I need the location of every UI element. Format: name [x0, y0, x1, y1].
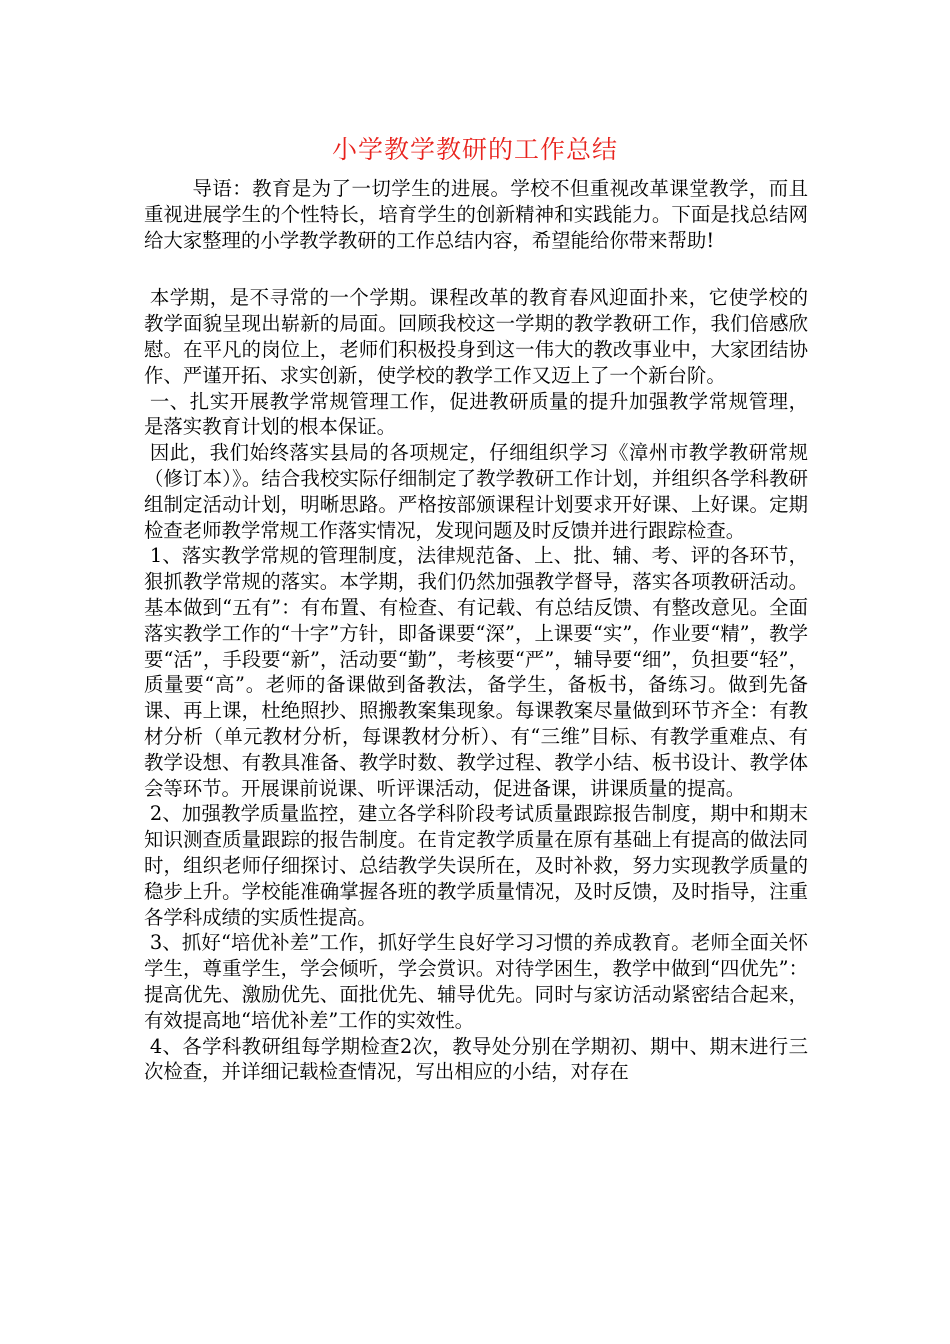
list-item-3: 3、抓好“培优补差”工作，抓好学生良好学习习惯的养成教育。老师全面关怀学生，尊重学生，学会倾听，学会赏识。对待学困生，教学中做到“四优先”：提高优先、激励优先、面批优先、辅导优先。同时与家访活动紧密结合起来，有效提高地“培优补差”工作的实效性。 — [144, 931, 808, 1032]
list-item-1: 1、落实教学常规的管理制度，法律规范备、上、批、辅、考、评的各环节，狠抓教学常规的落实。本学期，我们仍然加强教学督导，落实各项教研活动。基本做到“五有”：有布置、有检查、有记载、有总结反馈、有整改意见。全面落实教学工作的“十字”方针，即备课要“深”，上课要“实”，作业要“精”，教学要“活”，手段要“新”，活动要“勤”，考核要“严”，辅导要“细”，负担要“轻”，质量要“高”。老师的备课做到备教法，备学生，备板书，备练习。做到先备课、再上课，杜绝照抄、照搬教案集现象。每课教案尽量做到环节齐全：有教材分析（单元教材分析，每课教材分析）、有“三维”目标、有教学重难点、有教学设想、有教具准备、教学时数、教学过程、教学小结、板书设计、教学体会等环节。开展课前说课、听评课活动，促进备课，讲课质量的提高。 — [144, 544, 808, 800]
section-heading-1: 一、扎实开展教学常规管理工作，促进教研质量的提升加强教学常规管理，是落实教育计划的根本保证。 — [144, 389, 808, 439]
paragraph-spacer — [144, 253, 808, 285]
document-title: 小学教学教研的工作总结 — [331, 135, 618, 164]
body-paragraph: 本学期，是不寻常的一个学期。课程改革的教育春风迎面扑来，它使学校的教学面貌呈现出崭新的局面。回顾我校这一学期的教学教研工作，我们倍感欣慰。在平凡的岗位上，老师们积极投身到这一伟大的教改事业中，大家团结协作、严谨开拓、求实创新，使学校的教学工作又迈上了一个新台阶。 — [144, 286, 808, 387]
intro-paragraph: 导语：教育是为了一切学生的进展。学校不但重视改革课堂教学，而且重视进展学生的个性特长，培育学生的创新精神和实践能力。下面是找总结网给大家整理的小学教学教研的工作总结内容，希望能给你带来帮助! — [144, 177, 808, 252]
body-paragraph: 因此，我们始终落实县局的各项规定，仔细组织学习《漳州市教学教研常规（修订本）》。结合我校实际仔细制定了教学教研工作计划，并组织各学科教研组制定活动计划，明晰思路。严格按部颁课程计划要求开好课、上好课。定期检查老师教学常规工作落实情况，发现问题及时反馈并进行跟踪检查。 — [144, 441, 808, 542]
list-item-2: 2、加强教学质量监控，建立各学科阶段考试质量跟踪报告制度，期中和期末知识测查质量跟踪的报告制度。在肯定教学质量在原有基础上有提高的做法同时，组织老师仔细探讨、总结教学失误所在，及时补救，努力实现教学质量的稳步上升。学校能准确掌握各班的教学质量情况，及时反馈，及时指导，注重各学科成绩的实质性提高。 — [144, 802, 808, 929]
document-body — [144, 176, 808, 1085]
list-item-4: 4、各学科教研组每学期检查2次，教导处分别在学期初、期中、期末进行三次检查，并详细记载检查情况，写出相应的小结，对存在 — [144, 1034, 808, 1084]
